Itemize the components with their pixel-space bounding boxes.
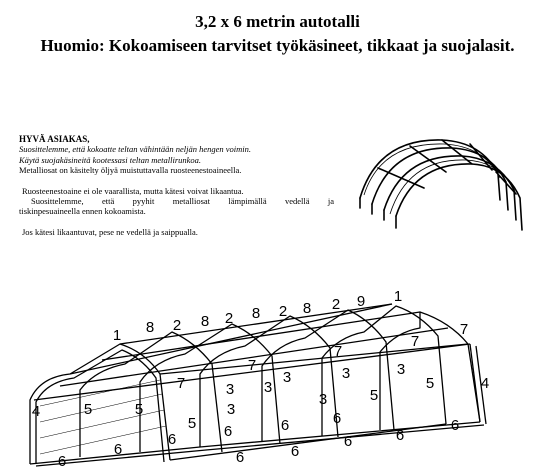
part-label-6: 6 <box>343 433 353 450</box>
part-label-6: 6 <box>235 449 245 466</box>
part-label-5: 5 <box>425 375 435 392</box>
part-label-8: 8 <box>251 305 261 322</box>
notes-heading: HYVÄ ASIAKAS, <box>19 134 90 144</box>
page-title: 3,2 x 6 metrin autotalli <box>195 12 360 31</box>
part-label-4-right: 4 <box>480 375 490 392</box>
part-label-6: 6 <box>450 417 460 434</box>
notes-not-dangerous: Ruosteenestoaine ei ole vaarallista, mutta kätesi voivat likaantua. <box>22 185 244 196</box>
part-label-3: 3 <box>282 369 292 386</box>
part-label-5: 5 <box>83 401 93 418</box>
part-label-6: 6 <box>113 441 123 458</box>
notes-wash: Jos kätesi likaantuvat, pese ne vedellä ja saippualla. <box>22 226 198 237</box>
notes-gloves: Käytä suojakäsineitä kootessasi teltan metallirunkoa. <box>19 154 202 165</box>
part-label-1-left: 1 <box>112 327 122 344</box>
part-label-6: 6 <box>280 417 290 434</box>
part-label-8: 8 <box>145 319 155 336</box>
part-label-3: 3 <box>341 365 351 382</box>
part-label-2: 2 <box>331 296 341 313</box>
part-label-5: 5 <box>134 401 144 418</box>
part-label-2: 2 <box>172 317 182 334</box>
part-label-1-right: 1 <box>393 288 403 305</box>
part-label-3: 3 <box>396 361 406 378</box>
notes-recommendation: Suosittelemme, että kokoatte teltan vähintään neljän hengen voimin. <box>19 144 252 155</box>
part-label-6: 6 <box>332 410 342 427</box>
part-label-8: 8 <box>302 300 312 317</box>
garage-frame-diagram <box>0 282 555 472</box>
part-label-3: 3 <box>225 381 235 398</box>
part-label-6: 6 <box>223 423 233 440</box>
part-label-3: 3 <box>318 391 328 408</box>
part-label-3: 3 <box>263 379 273 396</box>
notes-wipe-1: Suosittelemme, että pyyhit metalliosat lämpimällä vedellä ja <box>31 196 334 207</box>
part-label-6: 6 <box>290 443 300 460</box>
part-label-4-left: 4 <box>31 403 41 420</box>
part-label-9: 9 <box>356 293 366 310</box>
part-label-7: 7 <box>459 321 469 338</box>
part-label-7: 7 <box>176 375 186 392</box>
part-label-2: 2 <box>224 310 234 327</box>
page-subtitle: Huomio: Kokoamiseen tarvitset työkäsineet, tikkaat ja suojalasit. <box>40 36 515 55</box>
part-label-7: 7 <box>333 343 343 360</box>
notes-oil: Metalliosat on käsitelty öljyä muistuttavalla ruosteenestoaineella. <box>19 165 242 176</box>
notes-wipe-2: tiskinpesuaineella ennen kokoamista. <box>19 206 146 217</box>
part-label-8: 8 <box>200 313 210 330</box>
customer-notes <box>19 134 334 237</box>
frame-arch-illustration <box>350 130 530 240</box>
part-label-2: 2 <box>278 303 288 320</box>
part-label-7: 7 <box>410 333 420 350</box>
part-label-6: 6 <box>57 453 67 470</box>
part-label-7: 7 <box>247 357 257 374</box>
part-label-6: 6 <box>395 427 405 444</box>
part-label-5: 5 <box>369 387 379 404</box>
part-label-3: 3 <box>226 401 236 418</box>
part-label-5: 5 <box>187 415 197 432</box>
part-label-6: 6 <box>167 431 177 448</box>
